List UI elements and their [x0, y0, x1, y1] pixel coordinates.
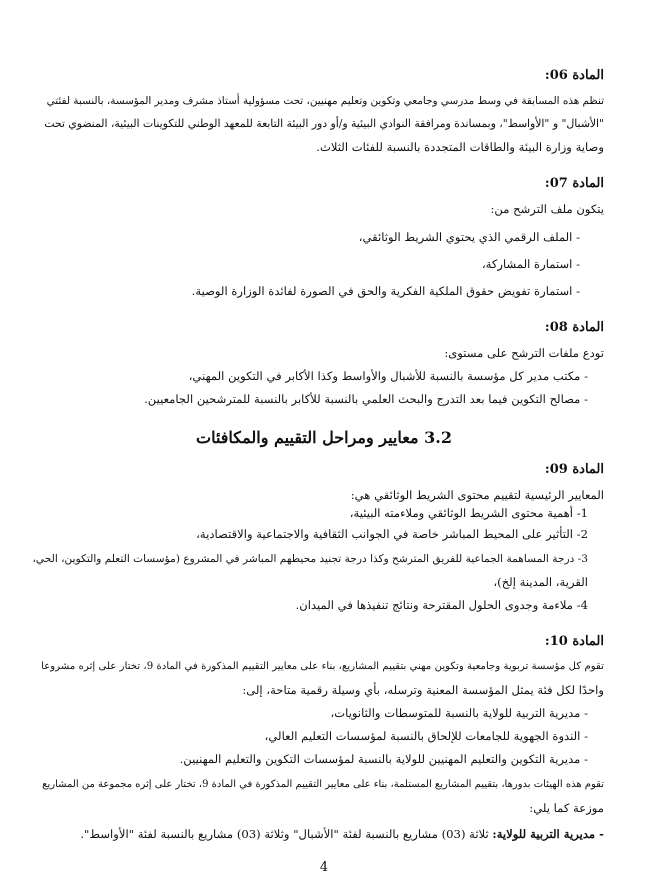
page-number: 4 [319, 860, 329, 875]
article-08-item-2: - مصالح التكوين فيما بعد التدرج والبحث العلمي بالنسبة للأكابر بالنسبة للمترشحين الجامعيين. [144, 392, 588, 406]
article-10-item-1: - مديرية التربية للولاية بالنسبة للمتوسطات والثانويات، [330, 706, 588, 720]
article-10-line-4: موزعة كما يلي: [529, 801, 604, 815]
article-10-line-3: تقوم هذه الهيئات بدورها، بتقييم المشاريع المستلمة، بناء على معايير التقييم المذكورة في المادة 9، تختار على إثره مجموعة من المشاريع [42, 779, 604, 790]
article-10-item-3: - مديرية التكوين والتعليم المهنيين للولاية بالنسبة لمؤسسات التكوين والتعليم المهنيين. [179, 752, 588, 766]
article-07-item-3: - استمارة تفويض حقوق الملكية الفكرية والحق في الصورة لفائدة الوزارة الوصية. [191, 284, 580, 298]
article-10-line-2: واحدًا لكل فئة يمثل المؤسسة المعنية وترسله، بأي وسيلة رقمية متاحة، إلى: [242, 683, 604, 697]
article-07-item-2: - استمارة المشاركة، [481, 257, 580, 271]
article-07-item-1: - الملف الرقمي الذي يحتوي الشريط الوثائقي، [358, 230, 580, 244]
article-09-item-1: 1- أهمية محتوى الشريط الوثائقي وملاءمته البيئية، [349, 506, 588, 520]
article-09-item-2: 2- التأثير على المحيط المباشر خاصة في الجوانب الثقافية والاجتماعية والاقتصادية، [196, 527, 588, 541]
article-10-last-line [80, 826, 604, 842]
article-08-heading: المادة 08: [544, 320, 604, 335]
article-06-heading: المادة 06: [544, 68, 604, 83]
article-06-line-1: تنظم هذه المسابقة في وسط مدرسي وجامعي وتكوين وتعليم مهنيين، تحت مسؤولية أستاذ مشرف ومدير المؤسسة، بالنسبة لفئتي [46, 95, 604, 107]
article-09-intro: المعايير الرئيسية لتقييم محتوى الشريط الوثائقي هي: [350, 488, 604, 502]
article-08-intro: تودع ملفات الترشح على مستوى: [444, 346, 604, 360]
article-06-line-3: وصاية وزارة البيئة والطاقات المتجددة بالنسبة للفئات الثلاث. [316, 140, 604, 154]
article-10-item-2: - الندوة الجهوية للجامعات للإلحاق بالنسبة لمؤسسات التعليم العالي، [264, 729, 588, 743]
article-09-item-4: 4- ملاءمة وجدوى الحلول المقترحة ونتائج تنفيذها في الميدان. [295, 598, 588, 612]
article-10-line-1: تقوم كل مؤسسة تربوية وجامعية وتكوين مهني بتقييم المشاريع، بناء على معايير التقييم المذكورة في المادة 9، تختار على إثره مشروعا [41, 661, 604, 672]
article-08-item-1: - مكتب مدير كل مؤسسة بالنسبة للأشبال والأواسط وكذا الأكابر في التكوين المهني، [188, 369, 588, 383]
article-06-line-2: "الأشبال" و "الأواسط"، وبمساندة ومرافقة النوادي البيئية و/أو دور البيئة التابعة للمعهد الوطني للتكوينات البيئية، المنضوي تحت [44, 117, 604, 130]
article-09-item-3-cont: القرية، المدينة إلخ)، [493, 575, 588, 589]
article-09-heading: المادة 09: [544, 462, 604, 477]
article-10-last-rest: ثلاثة (03) مشاريع بالنسبة لفئة "الأشبال" وثلاثة (03) مشاريع بالنسبة لفئة "الأواسط". [80, 827, 493, 841]
section-title: 3.2 معايير ومراحل التقييم والمكافئات [196, 428, 452, 447]
article-09-item-3: 3- درجة المساهمة الجماعية للفريق المترشح وكذا درجة تجنيد محيطهم المباشر في المشروع (مؤسسات التعلم والتكوين، الحي، [32, 553, 588, 565]
article-07-heading: المادة 07: [544, 176, 604, 191]
article-10-last-bold: - مديرية التربية للولاية: [492, 827, 604, 841]
article-10-heading: المادة 10: [544, 634, 604, 649]
article-07-intro: يتكون ملف الترشح من: [490, 202, 604, 216]
